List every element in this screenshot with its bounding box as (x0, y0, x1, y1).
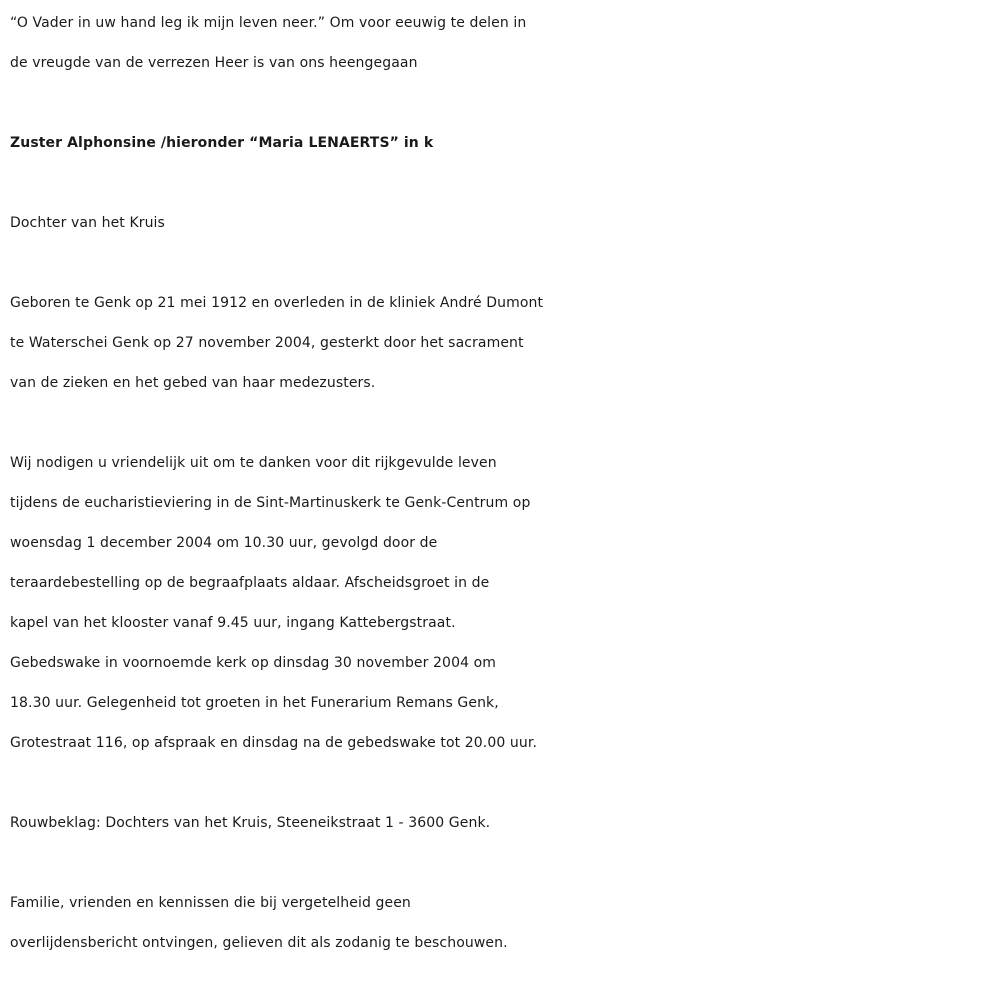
paragraph-line: Grotestraat 116, op afspraak en dinsdag na de gebedswake tot 20.00 uur. (10, 735, 537, 751)
opening-quote (10, 3, 995, 83)
paragraph-line: kapel van het klooster vanaf 9.45 uur, ingang Kattebergstraat. (10, 615, 456, 631)
paragraph-line: overlijdensbericht ontvingen, gelieven dit als zodanig te beschouwen. (10, 935, 508, 951)
quote-line: “O Vader in uw hand leg ik mijn leven neer.” Om voor eeuwig te delen in (10, 15, 527, 31)
obituary-notice (10, 3, 995, 963)
paragraph-line: van de zieken en het gebed van haar medezusters. (10, 375, 376, 391)
congregation-line: Dochter van het Kruis (10, 215, 165, 231)
paragraph-line: te Waterschei Genk op 27 november 2004, gesterkt door het sacrament (10, 335, 524, 351)
paragraph-line: 18.30 uur. Gelegenheid tot groeten in het Funerarium Remans Genk, (10, 695, 499, 711)
paragraph-line: teraardebestelling op de begraafplaats aldaar. Afscheidsgroet in de (10, 575, 490, 591)
name-line: Zuster Alphonsine /hieronder “Maria LENAERTS” in k (10, 135, 434, 151)
condolences (10, 803, 995, 843)
paragraph-line: Familie, vrienden en kennissen die bij vergetelheid geen (10, 895, 411, 911)
congregation (10, 203, 995, 243)
paragraph-line: woensdag 1 december 2004 om 10.30 uur, gevolgd door de (10, 535, 438, 551)
quote-line: de vreugde van de verrezen Heer is van ons heengegaan (10, 55, 418, 71)
paragraph-line: tijdens de eucharistieviering in de Sint-Martinuskerk te Genk-Centrum op (10, 495, 531, 511)
paragraph-line: Wij nodigen u vriendelijk uit om te danken voor dit rijkgevulde leven (10, 455, 497, 471)
condolences-line: Rouwbeklag: Dochters van het Kruis, Steeneikstraat 1 - 3600 Genk. (10, 815, 491, 831)
closing-paragraph (10, 883, 995, 963)
paragraph-line: Gebedswake in voornoemde kerk op dinsdag 30 november 2004 om (10, 655, 497, 671)
deceased-name (10, 123, 995, 163)
service-paragraph (10, 443, 995, 763)
paragraph-line: Geboren te Genk op 21 mei 1912 en overleden in de kliniek André Dumont (10, 295, 544, 311)
birth-death-paragraph (10, 283, 995, 403)
